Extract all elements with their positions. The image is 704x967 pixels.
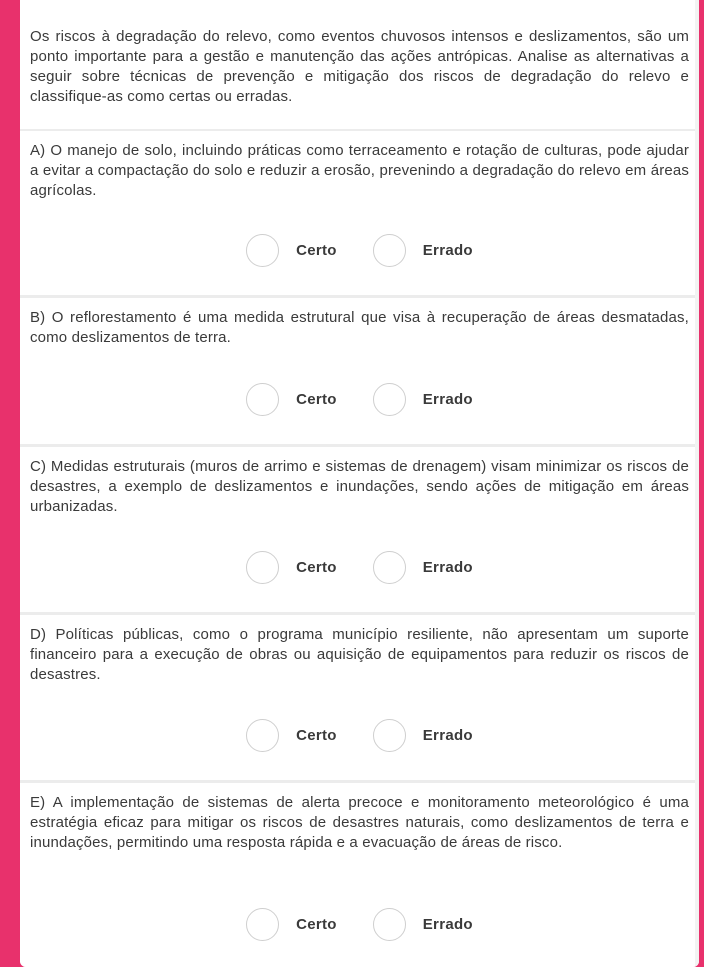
radio-certo-d[interactable]	[246, 719, 279, 752]
right-edge	[695, 0, 699, 967]
radio-certo-c[interactable]	[246, 551, 279, 584]
radio-certo-a[interactable]	[246, 234, 279, 267]
question-e-errado-option[interactable]	[373, 908, 473, 941]
radio-errado-a[interactable]	[373, 234, 406, 267]
certo-label: Certo	[296, 559, 337, 576]
question-d-errado-option[interactable]	[373, 719, 473, 752]
errado-label: Errado	[422, 727, 473, 744]
question-a-certo-option[interactable]	[246, 234, 337, 267]
errado-label: Errado	[422, 916, 473, 933]
question-e-certo-option[interactable]	[246, 908, 337, 941]
question-a-text: A) O manejo de solo, incluindo práticas como terraceamento e rotação de culturas, pode ajudar a evitar a compactação do solo e reduzir a erosão, prevenindo a degradação do relevo em áreas agrícolas.	[30, 142, 689, 199]
radio-errado-e[interactable]	[373, 908, 406, 941]
question-intro	[20, 0, 699, 129]
radio-errado-b[interactable]	[373, 383, 406, 416]
question-e-options	[20, 908, 699, 941]
question-a-options	[20, 234, 699, 267]
errado-label: Errado	[422, 391, 473, 408]
question-d-text: D) Políticas públicas, como o programa município resiliente, não apresentam um suporte financeiro para a execução de obras ou aquisição de equipamentos para reduzir os riscos de desastres.	[30, 626, 689, 683]
question-b-text: B) O reflorestamento é uma medida estrutural que visa à recuperação de áreas desmatadas, como deslizamentos de terra.	[30, 309, 689, 346]
radio-errado-d[interactable]	[373, 719, 406, 752]
question-a-errado-option[interactable]	[373, 234, 473, 267]
question-d-options	[20, 719, 699, 752]
question-e-text: E) A implementação de sistemas de alerta precoce e monitoramento meteorológico é uma estratégia eficaz para mitigar os riscos de desastres naturais, como deslizamentos de terra e inundações, permitindo uma resposta rápida e a evacuação de áreas de risco.	[30, 794, 689, 851]
errado-label: Errado	[422, 242, 473, 259]
errado-label: Errado	[422, 559, 473, 576]
question-c-certo-option[interactable]	[246, 551, 337, 584]
question-c	[20, 447, 699, 612]
radio-errado-c[interactable]	[373, 551, 406, 584]
question-b	[20, 298, 699, 444]
question-c-options	[20, 551, 699, 584]
question-d	[20, 615, 699, 780]
question-b-errado-option[interactable]	[373, 383, 473, 416]
content-frame	[20, 0, 699, 967]
question-c-text: C) Medidas estruturais (muros de arrimo e sistemas de drenagem) visam minimizar os riscos de desastres, a exemplo de deslizamentos e inundações, sendo ações de mitigação em áreas urbanizadas.	[30, 458, 689, 515]
question-d-certo-option[interactable]	[246, 719, 337, 752]
question-b-options	[20, 383, 699, 416]
question-b-certo-option[interactable]	[246, 383, 337, 416]
certo-label: Certo	[296, 727, 337, 744]
certo-label: Certo	[296, 916, 337, 933]
radio-certo-e[interactable]	[246, 908, 279, 941]
question-a	[20, 131, 699, 295]
certo-label: Certo	[296, 242, 337, 259]
intro-text: Os riscos à degradação do relevo, como eventos chuvosos intensos e deslizamentos, são um ponto importante para a gestão e manutenção das ações antrópicas. Analise as alternativas a seguir sobre técnicas de prevenção e mitigação dos riscos de degradação do relevo e classifique-as como certas ou erradas.	[30, 28, 689, 105]
certo-label: Certo	[296, 391, 337, 408]
radio-certo-b[interactable]	[246, 383, 279, 416]
question-c-errado-option[interactable]	[373, 551, 473, 584]
